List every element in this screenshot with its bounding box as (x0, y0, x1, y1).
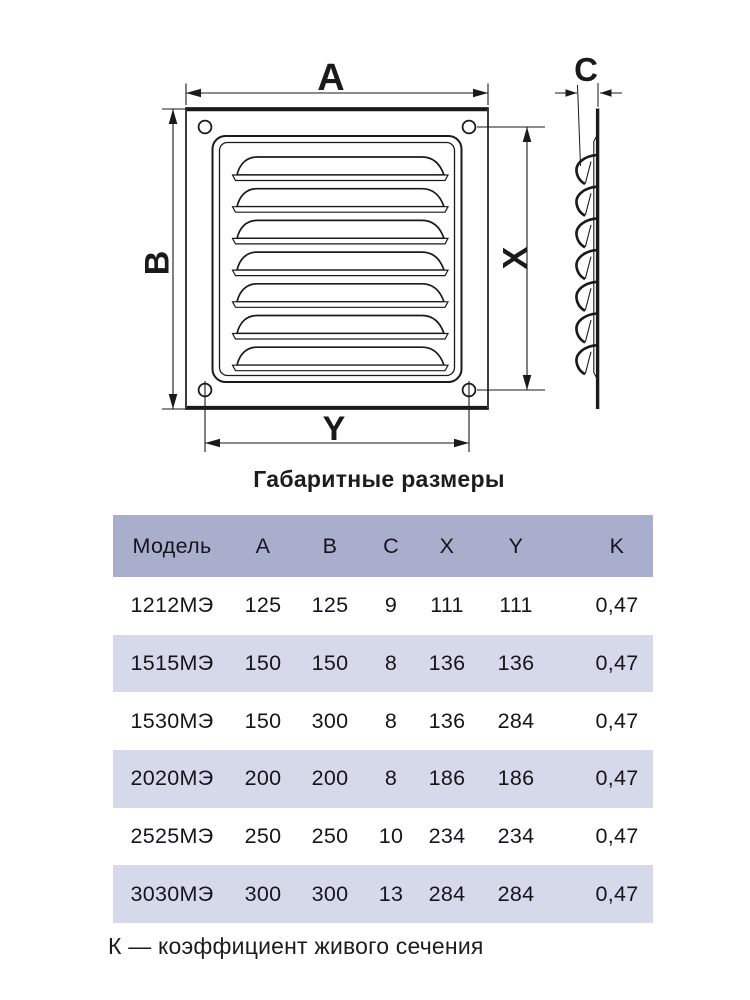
cell-a: 250 (244, 824, 282, 849)
cell-c: 8 (384, 708, 398, 733)
front-view (186, 108, 488, 409)
column-header-x: X (439, 533, 455, 558)
cell-c: 8 (384, 651, 398, 676)
dimensions-table (113, 515, 653, 923)
column-header-c: C (383, 533, 399, 558)
cell-x: 284 (428, 881, 466, 906)
cell-y: 111 (499, 593, 533, 618)
cell-b: 125 (311, 593, 349, 618)
cell-a: 300 (244, 881, 282, 906)
cell-a: 150 (244, 651, 282, 676)
screw-hole-top-right (463, 121, 476, 134)
dimension-c (555, 51, 622, 166)
cell-k: 0,47 (595, 766, 639, 791)
cell-c: 9 (384, 593, 398, 618)
column-header-y: Y (508, 533, 524, 558)
table-row (113, 865, 653, 923)
cell-x: 234 (428, 824, 466, 849)
dim-label-y: Y (322, 410, 346, 448)
arrowhead (186, 89, 201, 98)
table-header-row (113, 515, 653, 577)
cell-c: 13 (378, 881, 404, 906)
column-header-k: K (609, 533, 625, 558)
dim-label-c: C (574, 51, 598, 88)
cell-model: 2525МЭ (130, 824, 214, 849)
cell-y: 234 (497, 824, 535, 849)
arrowhead (169, 394, 178, 409)
column-header-model: Модель (132, 533, 212, 558)
arrowhead (454, 439, 469, 448)
dim-label-a: A (317, 57, 345, 99)
cell-y: 136 (497, 651, 535, 676)
arrowhead (169, 109, 178, 124)
cell-k: 0,47 (595, 824, 639, 849)
arrowhead (473, 89, 488, 98)
cell-x: 136 (428, 651, 466, 676)
screw-hole-top-left (199, 121, 212, 134)
drawing-title: Габаритные размеры (253, 466, 505, 492)
cell-k: 0,47 (595, 651, 639, 676)
table-row (113, 750, 653, 808)
cell-b: 200 (311, 766, 349, 791)
cell-x: 136 (428, 708, 466, 733)
cell-b: 250 (311, 824, 349, 849)
cell-model: 2020МЭ (130, 766, 214, 791)
table-row (113, 577, 653, 635)
dim-label-x: X (496, 246, 535, 270)
dim-label-b: B (138, 250, 177, 276)
cell-b: 300 (311, 881, 349, 906)
louver-slats (233, 157, 449, 371)
cell-model: 1212МЭ (130, 593, 214, 618)
cell-k: 0,47 (595, 593, 639, 618)
cell-x: 186 (428, 766, 466, 791)
cell-b: 150 (311, 651, 349, 676)
table-row (113, 808, 653, 866)
cell-x: 111 (430, 593, 464, 618)
arrowhead (205, 439, 220, 448)
cell-y: 284 (497, 708, 535, 733)
dimension-b (139, 109, 190, 409)
cell-a: 125 (244, 593, 282, 618)
cell-b: 300 (311, 708, 349, 733)
footnote: К — коэффициент живого сечения (108, 933, 484, 959)
cell-a: 150 (244, 708, 282, 733)
column-header-b: B (322, 533, 338, 558)
cell-k: 0,47 (595, 881, 639, 906)
cell-a: 200 (244, 766, 282, 791)
arrowhead (523, 127, 532, 142)
cell-k: 0,47 (595, 708, 639, 733)
table-row (113, 692, 653, 750)
arrowhead (566, 89, 578, 97)
arrowhead (600, 89, 612, 97)
dimensional-drawing (0, 0, 750, 460)
cell-c: 8 (384, 766, 398, 791)
cell-y: 186 (497, 766, 535, 791)
cell-model: 3030МЭ (130, 881, 214, 906)
cell-model: 1515МЭ (130, 651, 214, 676)
cell-y: 284 (497, 881, 535, 906)
column-header-a: A (255, 533, 271, 558)
cell-c: 10 (378, 824, 404, 849)
arrowhead (523, 375, 532, 390)
table-row (113, 635, 653, 693)
dimension-a (186, 57, 488, 105)
cell-model: 1530МЭ (130, 708, 214, 733)
